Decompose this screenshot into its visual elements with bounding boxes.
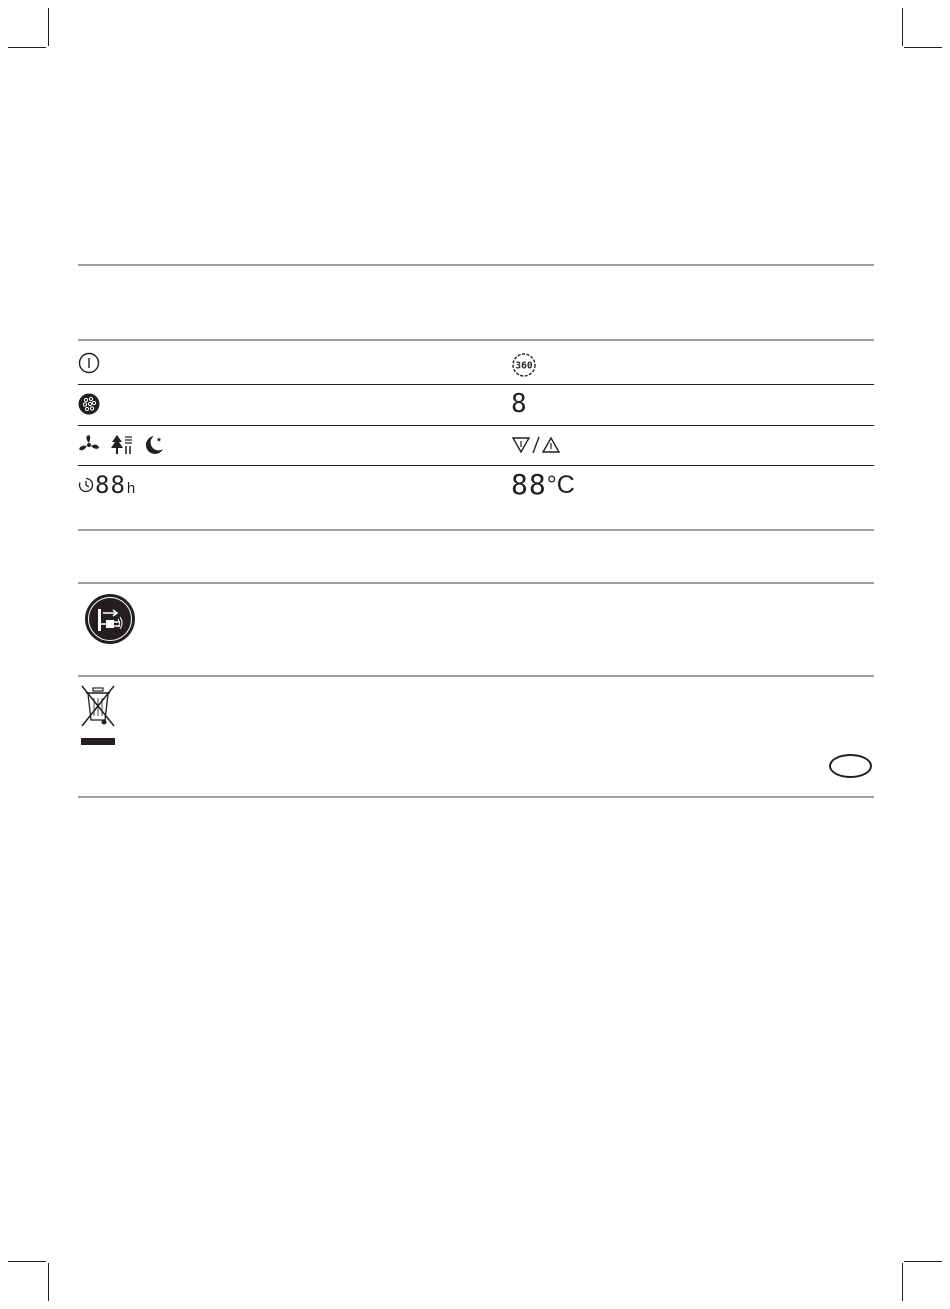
table-row-divider — [78, 425, 874, 426]
unplug-before-cleaning-icon — [84, 593, 136, 645]
safety-notice — [84, 593, 136, 645]
table-row — [78, 434, 166, 456]
divider — [78, 529, 874, 531]
divider — [78, 264, 874, 266]
crop-mark — [902, 1263, 903, 1301]
divider — [78, 339, 874, 341]
arrow-down-icon — [511, 435, 531, 455]
temperature-unit: °C — [546, 471, 575, 499]
crop-mark — [48, 8, 49, 46]
table-row — [78, 352, 100, 374]
oscillation-360-icon — [511, 352, 537, 378]
temperature-display-icon: 88 — [511, 468, 547, 501]
crop-mark — [902, 8, 903, 46]
timer-unit: h — [126, 480, 136, 497]
divider — [78, 796, 874, 798]
crop-mark — [904, 1261, 942, 1262]
filter-mode-icon — [78, 393, 100, 415]
oval-badge-icon — [829, 754, 872, 778]
disposal-notice — [80, 684, 116, 746]
arrow-up-icon — [541, 435, 561, 455]
slash-separator-icon — [531, 435, 541, 455]
power-icon — [78, 352, 100, 374]
table-row — [511, 468, 575, 501]
tree-breeze-icon — [110, 434, 134, 456]
table-row-divider — [78, 465, 874, 466]
digit-display-icon: 8 — [511, 389, 528, 419]
divider — [78, 582, 874, 584]
fan-icon — [78, 434, 100, 456]
table-row — [511, 391, 528, 417]
table-row-divider — [78, 384, 874, 385]
crop-mark — [8, 1261, 46, 1262]
moon-icon — [144, 434, 166, 456]
divider — [78, 675, 874, 677]
crop-mark — [904, 47, 942, 48]
table-row — [511, 352, 537, 378]
crop-mark — [8, 47, 46, 48]
table-row — [78, 472, 135, 497]
crossed-out-wheelie-bin-icon — [80, 684, 116, 746]
oscillation-label: 360 — [515, 360, 533, 372]
timer-display: 88 — [95, 470, 126, 499]
table-row — [78, 393, 100, 415]
timer-icon — [78, 477, 94, 493]
crop-mark — [48, 1263, 49, 1301]
table-row — [511, 435, 561, 455]
